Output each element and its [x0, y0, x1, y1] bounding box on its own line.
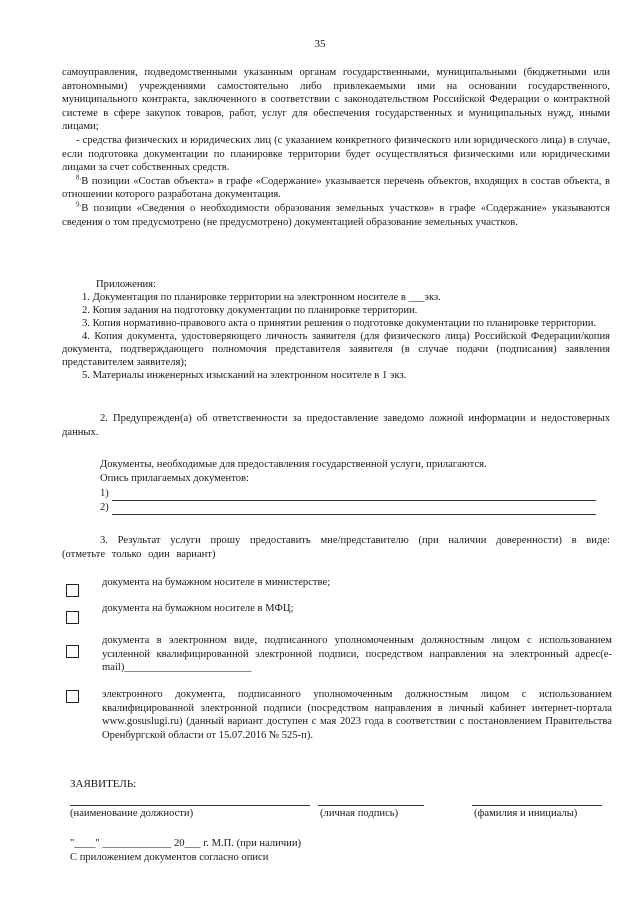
name-caption: (фамилия и инициалы) [474, 808, 578, 819]
inventory-row-1 [100, 488, 600, 502]
footnote-mark-8: 8. [76, 173, 82, 182]
inventory-row-1-line[interactable] [112, 499, 596, 501]
option-3-text: документа в электронном виде, подписанного уполномоченным должностным лицом с использованием усиленной квалифицированной электронной подписи, посредством направления на электронный адрес(e-mail)________________________ [102, 635, 612, 674]
intro-paragraph-4-text: В позиции «Сведения о необходимости образования земельных участков» в графе «Содержание» указываются сведения о том предусмотрено (не предусмотрено) документацией образование земельных участков. [62, 202, 610, 228]
option-1-checkbox[interactable] [66, 584, 79, 597]
intro-section [62, 66, 610, 229]
intro-paragraph-1: самоуправления, подведомственными указанным органам государственными, муниципальными (бюджетными или автономными) учреждениями самостоятельно либо привлекаемыми ими на основании государственного, муниципального контракта, заключенного в соответствии с законодательством Российской Федерации о контрактной системе в сфере закупок товаров, работ, услуг для обеспечения государственных и муниципальных нужд, иными лицами; [62, 67, 610, 133]
intro-paragraph-3-text: В позиции «Состав объекта» в графе «Содержание» указывается перечень объектов, входящих в состав объекта, в отношении которого разработана документация. [62, 175, 610, 201]
inventory-row-2-line[interactable] [112, 513, 596, 515]
option-2-checkbox[interactable] [66, 611, 79, 624]
footnote-mark-9: 9. [76, 200, 82, 209]
attachment-item-2: 2. Копия задания на подготовку документации по планировке территории. [82, 305, 418, 316]
attachments-note: С приложением документов согласно описи [70, 852, 269, 863]
inventory-row-1-label: 1) [100, 488, 109, 499]
result-text: 3. Результат услуги прошу предоставить мне/представителю (при наличии доверенности) в виде: (отметьте только один вариант) [62, 535, 610, 560]
inventory-row-2-label: 2) [100, 502, 109, 513]
signature-caption: (личная подпись) [320, 808, 399, 819]
signature-line[interactable] [318, 804, 424, 806]
attachment-item-5: 5. Материалы инженерных изысканий на электронном носителе в 1 экз. [82, 370, 407, 381]
documents-line-2: Опись прилагаемых документов: [100, 472, 249, 484]
result-section [62, 534, 610, 561]
attachment-item-4: 4. Копия документа, удостоверяющего личность заявителя (для физического лица) Российской Федерации/копия документа, подтверждающего полномочия представителя заявителя (в случае подачи (подписания) заявления представителем заявителя); [62, 331, 610, 368]
warning-section [62, 412, 610, 439]
intro-paragraph-3 [62, 175, 610, 202]
attachment-item-3: 3. Копия нормативно-правового акта о принятии решения о подготовке документации по планировке территории. [82, 318, 597, 329]
intro-paragraph-4 [62, 202, 610, 229]
option-4-checkbox[interactable] [66, 690, 79, 703]
option-1-text: документа на бумажном носителе в министерстве; [102, 577, 331, 588]
warning-text: 2. Предупрежден(а) об ответственности за предоставление заведомо ложной информации и недостоверных данных. [62, 413, 610, 438]
intro-paragraph-2: - средства физических и юридических лиц (с указанием конкретного физического или юридического лица) в случае, если подготовка документации по планировке территории будет осуществляться физическими или юридическими лицами за счет собственных средств. [62, 134, 610, 174]
position-caption: (наименование должности) [70, 808, 194, 819]
position-line[interactable] [70, 804, 310, 806]
inventory-row-2 [100, 502, 600, 516]
applicant-heading: ЗАЯВИТЕЛЬ: [70, 778, 137, 790]
date-line: "____" _____________ 20___ г. М.П. (при наличии) [70, 838, 302, 849]
page-number: 35 [314, 38, 326, 50]
documents-section [62, 458, 610, 485]
name-line[interactable] [472, 804, 602, 806]
documents-inventory [100, 488, 600, 516]
attachment-item-1: 1. Документация по планировке территории на электронном носителе в ___экз. [82, 292, 441, 303]
documents-line-1: Документы, необходимые для предоставления государственной услуги, прилагаются. [100, 459, 487, 470]
option-2-text: документа на бумажном носителе в МФЦ; [102, 603, 294, 614]
option-4-text: электронного документа, подписанного уполномоченным должностным лицом с использованием квалифицированной электронной подписи (посредством направления в личный кабинет интернет-портала www.gosuslugi.ru) (данный вариант доступен с мая 2023 года в соответствии с постановлением Правительства Оренбургской области от 15.07.2016 № 525-п). [102, 689, 612, 741]
option-3-checkbox[interactable] [66, 645, 79, 658]
attachments-section [62, 278, 610, 382]
attachments-heading: Приложения: [96, 279, 156, 290]
